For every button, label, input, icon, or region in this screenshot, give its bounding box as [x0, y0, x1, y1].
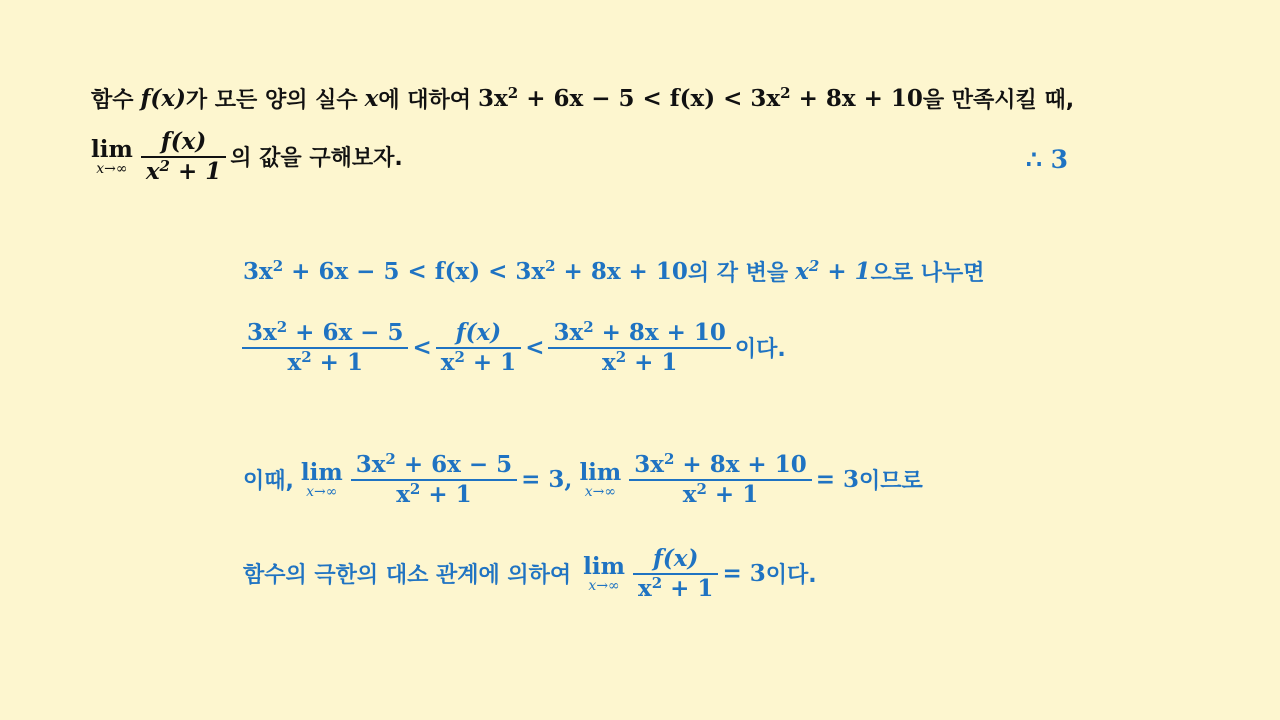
- solution-step-4: [243, 545, 817, 602]
- lim-word: lim: [91, 135, 133, 163]
- problem-text-1: 함수: [91, 87, 134, 113]
- fraction-numerator: $3x^2 + 6x - 5$: [247, 317, 404, 346]
- answer-text: ∴ 3: [1026, 144, 1069, 174]
- lim-subscript: x→∞: [306, 484, 338, 501]
- step3-fraction-2: [629, 451, 811, 508]
- problem-fx: f(x): [140, 84, 186, 112]
- equals-three: = 3: [722, 560, 766, 588]
- step2-fraction-2: [436, 319, 521, 376]
- fraction-numerator: $3x^2 + 8x + 10$: [634, 449, 807, 478]
- problem-inequality: $3x^2 + 6x - 5 < f(x) < 3x^2 + 8x + 10$: [478, 83, 923, 112]
- limit-expression: [91, 137, 133, 176]
- limit-expression: [583, 554, 625, 593]
- problem-text-2: 가 모든 양의 실수: [185, 87, 358, 113]
- fraction-denominator: $x^2 + 1$: [637, 573, 714, 602]
- less-than-sign: <: [412, 334, 432, 362]
- problem-line-1: [91, 80, 1074, 116]
- fraction-numerator: $3x^2 + 8x + 10$: [553, 317, 726, 346]
- step2-fraction-3: [548, 319, 730, 376]
- fraction-numerator: f(x): [160, 128, 207, 155]
- step1-text-1: 의 각 변을: [687, 260, 789, 286]
- equals-three: = 3,: [521, 466, 573, 494]
- lim-word: lim: [300, 458, 343, 486]
- fraction-denominator: $x^2 + 1$: [440, 347, 517, 376]
- fraction-denominator: $x^2 + 1$: [601, 347, 678, 376]
- step1-text-2: 으로 나누면: [870, 260, 985, 286]
- fraction-numerator: $3x^2 + 6x - 5$: [355, 449, 513, 478]
- step2-tail: 이다.: [734, 337, 786, 363]
- step4-head: 함수의 극한의 대소 관계에 의하여: [243, 563, 572, 589]
- solution-step-1: [243, 253, 985, 289]
- lim-subscript: x→∞: [96, 161, 128, 178]
- step4-tail: 이다.: [765, 563, 817, 589]
- solution-step-2: [238, 319, 786, 376]
- lim-word: lim: [583, 552, 625, 580]
- fraction-denominator: $x^2 + 1$: [682, 479, 759, 508]
- equals-three: = 3: [815, 466, 859, 494]
- problem-fraction: [141, 128, 226, 185]
- limit-expression: [301, 460, 343, 499]
- limit-expression: [579, 460, 621, 499]
- problem-text-3: 에 대하여: [378, 87, 472, 113]
- problem-line-2: [91, 128, 403, 185]
- fraction-denominator: $x^2 + 1$: [396, 479, 472, 508]
- solution-step-3: [243, 451, 923, 508]
- fraction-denominator: $x^2 + 1$: [145, 156, 222, 185]
- fraction-numerator: f(x): [653, 545, 699, 572]
- problem-tail: 의 값을 구해보자.: [230, 146, 403, 172]
- step3-head: 이때,: [243, 469, 294, 495]
- lim-subscript: x→∞: [584, 484, 616, 501]
- step2-fraction-1: [242, 319, 408, 376]
- lim-word: lim: [579, 458, 622, 486]
- step4-fraction: [633, 545, 718, 602]
- step3-fraction-1: [351, 451, 517, 508]
- answer: [1026, 142, 1068, 176]
- step3-tail: 이므로: [859, 469, 923, 495]
- fraction-denominator: $x^2 + 1$: [287, 347, 363, 376]
- fraction-numerator: f(x): [455, 319, 502, 346]
- problem-text-4: 을 만족시킬 때,: [922, 87, 1075, 113]
- problem-x: x: [364, 84, 379, 112]
- step1-inequality: $3x^2 + 6x - 5 < f(x) < 3x^2 + 8x + 10$: [243, 256, 688, 285]
- lim-subscript: x→∞: [588, 578, 620, 595]
- less-than-sign: <: [525, 334, 545, 362]
- step1-divisor: $x^2 + 1$: [795, 256, 871, 285]
